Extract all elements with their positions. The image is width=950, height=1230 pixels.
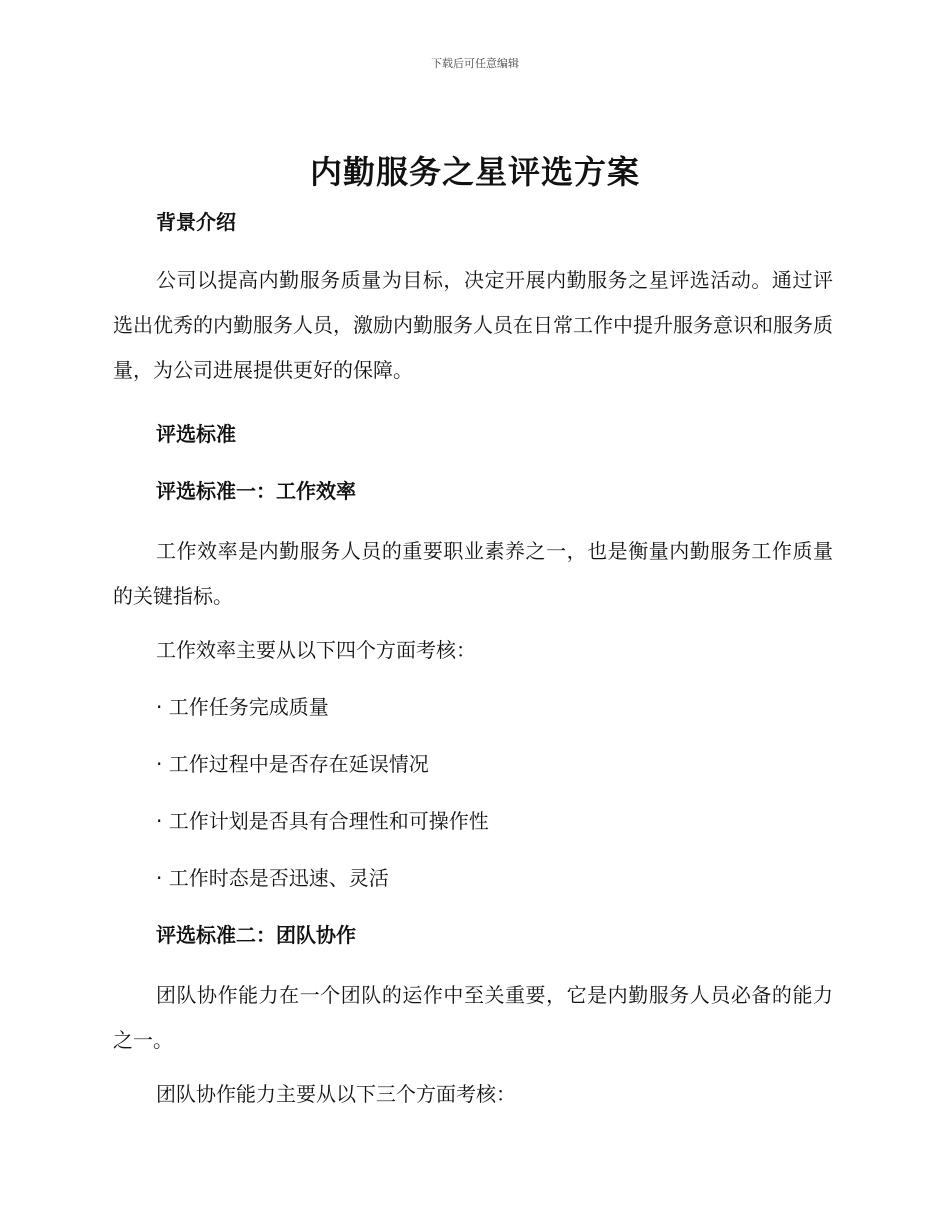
background-heading: 背景介绍 [156, 210, 236, 234]
document-body [113, 203, 833, 1132]
background-paragraph: 公司以提高内勤服务质量为目标，决定开展内勤服务之星评选活动。通过评选出优秀的内勤服务人员，激励内勤服务人员在日常工作中提升服务意识和服务质量，为公司进展提供更好的保障。 [113, 268, 833, 382]
criterion-2-heading: 评选标准二：团队协作 [156, 923, 356, 947]
criterion-2-paragraph: 团队协作能力在一个团队的运作中至关重要，它是内勤服务人员必备的能力之一。 [113, 983, 833, 1052]
document-title: 内勤服务之星评选方案 [309, 153, 640, 191]
criterion-1-item-2: · 工作过程中是否存在延误情况 [156, 752, 429, 776]
criteria-heading: 评选标准 [156, 422, 236, 446]
criterion-1-item-1: · 工作任务完成质量 [156, 695, 329, 719]
criterion-1-item-4: · 工作时态是否迅速、灵活 [156, 866, 389, 890]
criterion-2-intro: 团队协作能力主要从以下三个方面考核： [156, 1082, 516, 1106]
criterion-1-item-3: · 工作计划是否具有合理性和可操作性 [156, 809, 489, 833]
criterion-1-heading: 评选标准一：工作效率 [156, 479, 356, 503]
header-note: 下载后可任意编辑 [431, 57, 519, 70]
criterion-1-paragraph: 工作效率是内勤服务人员的重要职业素养之一，也是衡量内勤服务工作质量的关键指标。 [113, 539, 833, 608]
criterion-1-intro: 工作效率主要从以下四个方面考核： [156, 638, 476, 662]
